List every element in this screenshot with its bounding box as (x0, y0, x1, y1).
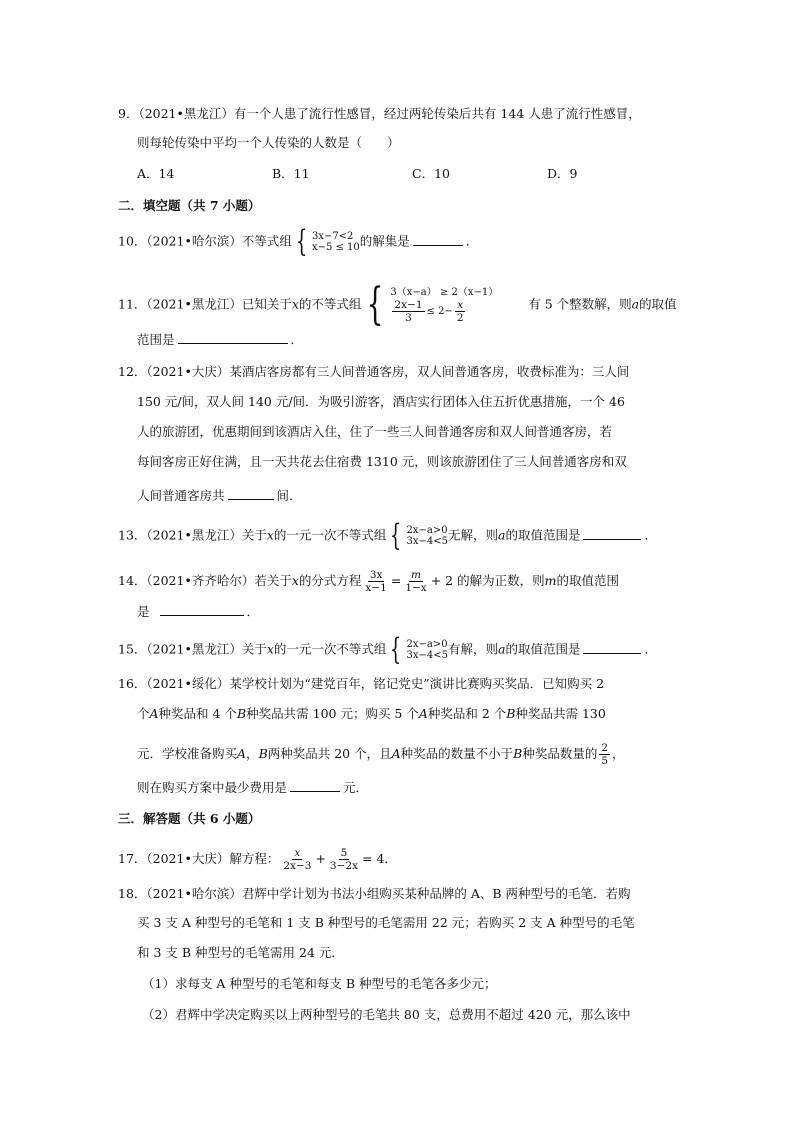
q13-prefix: 13．（2021•黑龙江）关于 (118, 527, 267, 543)
brace-icon: { (295, 224, 308, 259)
q16-answer-blank[interactable] (290, 779, 340, 792)
q14-end: ． (246, 604, 260, 619)
q15-row1: 2x−a>0 (406, 639, 448, 650)
q12-line4: 每间客房正好住满，且一天共花去住宿费 1310 元，则该旅游团住了三人间普通客房和双 (137, 454, 627, 469)
q16-line2c: 种奖品共需 100 元；购买 5 个 (246, 706, 419, 721)
q13-inequality-system (386, 518, 448, 553)
q16-var-a: A (391, 746, 401, 761)
q16-var-a: A (149, 706, 159, 721)
q12-line5a: 人间普通客房共 (137, 488, 225, 503)
q11-row2-den2: 2 (456, 312, 464, 324)
q16-line3c: 两种奖品共 20 个，且 (267, 746, 392, 761)
q16-var-b: B (236, 706, 247, 721)
q16-line3d: 种奖品的数量不小于 (400, 746, 514, 761)
q15-answer-blank[interactable] (583, 641, 641, 654)
q11-row1: 3（x−a） ≥ 2（x−1） (390, 287, 499, 298)
q14-frac1-den: x−1 (365, 582, 387, 594)
q11-row2-den: 3 (405, 312, 412, 324)
q9-option-a: A．14 (137, 166, 175, 181)
q16-var-a: A (418, 706, 428, 721)
q13-end: ． (644, 527, 657, 543)
q10-prefix: 10．（2021•哈尔滨）不等式组 (118, 233, 292, 249)
q15-prefix: 15．（2021•黑龙江）关于 (118, 641, 267, 657)
q13-var-a: a (498, 527, 506, 543)
q11-row2-num: 2x−1 (394, 299, 423, 311)
q14-var-x: x (291, 573, 299, 588)
section-title-solve: 三．解答题（共 6 小题） (118, 811, 261, 826)
q16-line2a: 个 (137, 706, 150, 721)
q16-line3b: ， (246, 746, 259, 761)
q15-row2: 3x−4<5 (406, 650, 448, 661)
q11-inequality-system (361, 279, 499, 330)
q14-mid: 的分式方程 (298, 573, 362, 588)
q10-suffix: 的解集是 (359, 233, 410, 249)
q14-line2 (137, 603, 259, 621)
q13 (118, 518, 657, 553)
q10 (118, 224, 479, 259)
q11-row2-mid: ≤ 2− (426, 306, 453, 317)
q15-tail: 的取值范围是 (505, 641, 581, 657)
q17 (118, 847, 397, 872)
q9-line2: 则每轮传染中平均一个人传染的人数是（ ） (137, 135, 400, 150)
q15-after: 有解，则 (448, 641, 499, 657)
q16-line4 (137, 779, 368, 797)
q15 (118, 632, 657, 667)
q16-line1: 16．（2021•绥化）某学校计划为“建党百年，铭记党史”演讲比赛购买奖品．已知购买 2 (118, 676, 605, 691)
q18-sub2: （2）君辉中学决定购买以上两种型号的毛笔共 80 支，总费用不超过 420 元，那么该中 (142, 1007, 631, 1022)
q11-line2 (137, 331, 303, 349)
q17-plus: + (315, 851, 326, 866)
q11 (118, 279, 677, 330)
q11-end: ． (290, 332, 304, 347)
q16-line4a: 则在购买方案中最少费用是 (137, 780, 288, 795)
q11-var-x: x (291, 296, 299, 312)
q10-inequality-system (292, 224, 360, 259)
q11-row2-num2: x (457, 299, 464, 311)
q11-prefix: 11．（2021•黑龙江）已知关于 (118, 296, 292, 312)
q15-inequality-system (386, 632, 448, 667)
q9-option-b: B．11 (272, 166, 310, 181)
q17-frac1-num: x (294, 847, 301, 859)
q10-answer-blank[interactable] (413, 233, 463, 246)
q11-answer-blank[interactable] (178, 331, 288, 344)
q13-after: 无解，则 (448, 527, 499, 543)
q14-frac1-num: 3x (369, 569, 383, 581)
q17-frac1-den: 2x−3 (283, 860, 312, 872)
q16-line2d: 种奖品和 2 个 (427, 706, 507, 721)
q15-end: ． (644, 641, 657, 657)
q16-line2e: 种奖品共需 130 (515, 706, 606, 721)
q12-line1: 12．（2021•大庆）某酒店客房都有三人间普通客房，双人间普通客房，收费标准为：三人间 (118, 364, 630, 379)
section-title-fill-in: 二．填空题（共 7 小题） (118, 198, 261, 213)
q16-var-b: B (258, 746, 268, 761)
q14-frac2-num: m (411, 569, 421, 581)
brace-icon: { (390, 632, 402, 667)
q12-answer-blank[interactable] (228, 487, 274, 500)
q14 (118, 569, 619, 594)
q14-after: + 2 的解为正数，则 (430, 573, 545, 588)
q11-tail: 的取值 (639, 296, 677, 312)
q16-line3 (137, 742, 625, 767)
q15-mid: 的一元一次不等式组 (273, 641, 387, 657)
q13-row2: 3x−4<5 (406, 536, 448, 547)
q16-var-b: B (513, 746, 523, 761)
q11-line2-label: 范围是 (137, 332, 175, 347)
q14-answer-blank[interactable] (160, 603, 244, 616)
q12-line2: 150 元/间，双人间 140 元/间．为吸引游客，酒店实行团体入住五折优惠措施，一个 46 (137, 394, 625, 409)
q16-line3f: ， (612, 746, 625, 761)
q10-row2: x−5 ≤ 10 (311, 242, 360, 253)
q16-var-b: B (506, 706, 516, 721)
q17-frac2-den: 3−2x (329, 860, 359, 872)
q16-var-a: A (237, 746, 247, 761)
q9-line1: 9．（2021•黑龙江）有一个人患了流行性感冒，经过两轮传染后共有 144 人患了流行性感冒， (118, 106, 641, 121)
q14-line2-label: 是 (137, 604, 150, 619)
q14-tail: 的取值范围 (556, 573, 619, 588)
q13-tail: 的取值范围是 (505, 527, 581, 543)
q16-line4b: 元． (343, 780, 369, 795)
q16-line3e: 种奖品数量的 (522, 746, 598, 761)
q18-line2: 买 3 支 A 种型号的毛笔和 1 支 B 种型号的毛笔需用 22 元；若购买 2 支 A 种型号的毛笔 (137, 915, 635, 930)
q14-equals: = (390, 573, 402, 588)
q13-row1: 2x−a>0 (406, 525, 448, 536)
q11-var-a: a (631, 296, 640, 312)
q13-mid: 的一元一次不等式组 (273, 527, 387, 543)
q16-line2b: 种奖品和 4 个 (158, 706, 237, 721)
q17-prefix: 17．（2021•大庆）解方程： (118, 851, 280, 866)
q10-end: ． (465, 233, 479, 249)
q17-frac2-num: 5 (340, 847, 348, 859)
q15-var-a: a (498, 641, 506, 657)
q12-line5b: 间． (276, 488, 302, 503)
q18-line3: 和 3 支 B 种型号的毛笔需用 24 元． (137, 945, 344, 960)
q16-frac-den: 5 (601, 755, 609, 767)
q9-option-c: C．10 (412, 166, 450, 181)
q9-option-d: D．9 (547, 166, 578, 181)
q14-var-m: m (544, 573, 557, 588)
q10-row1: 3x−7<2 (311, 231, 354, 242)
q14-prefix: 14．（2021•齐齐哈尔）若关于 (118, 573, 292, 588)
q13-answer-blank[interactable] (583, 527, 641, 540)
brace-icon: { (367, 279, 384, 330)
q12-line5 (137, 487, 302, 505)
q15-var-x: x (266, 641, 274, 657)
q18-sub1: （1）求每支 A 种型号的毛笔和每支 B 种型号的毛笔各多少元； (142, 976, 497, 991)
q13-var-x: x (266, 527, 274, 543)
q17-after: = 4． (362, 851, 397, 866)
q16-line2 (137, 705, 606, 723)
q16-frac-num: 2 (601, 742, 609, 754)
q12-line3: 人的旅游团，优惠期间到该酒店入住，住了一些三人间普通客房和双人间普通客房，若 (137, 424, 613, 439)
q16-line3a: 元．学校准备购买 (137, 746, 238, 761)
q11-after: 有 5 个整数解，则 (528, 296, 632, 312)
q11-mid: 的不等式组 (298, 296, 362, 312)
brace-icon: { (390, 518, 402, 553)
q14-frac2-den: 1−x (405, 582, 427, 594)
q18-line1: 18．（2021•哈尔滨）君辉中学计划为书法小组购买某种品牌的 A、B 两种型号的毛笔．若购 (118, 886, 631, 901)
